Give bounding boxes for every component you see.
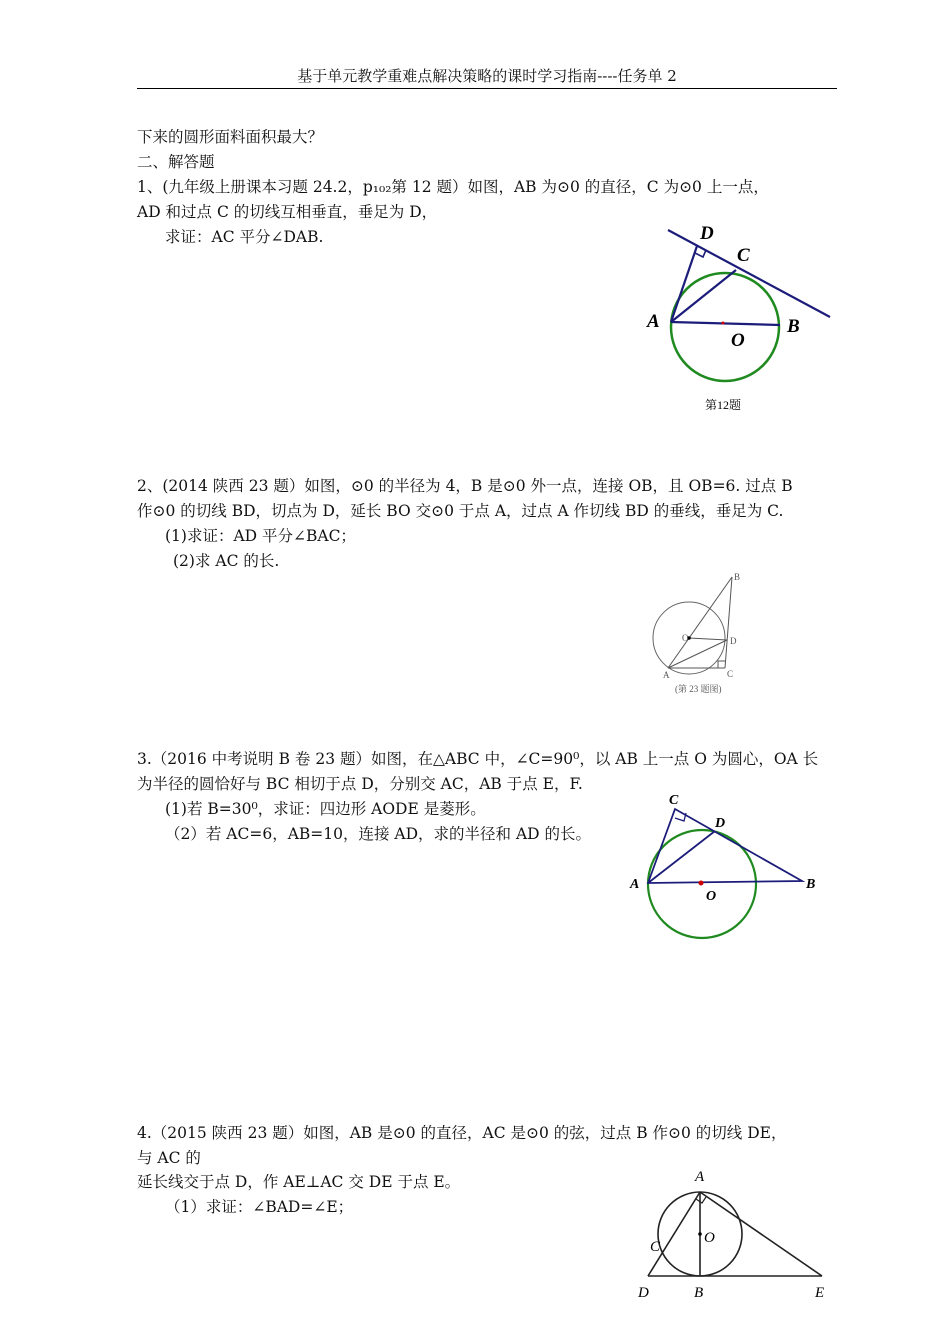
header-rule: [137, 88, 837, 89]
figure-1: [630, 215, 850, 420]
figure-4: [632, 1162, 842, 1344]
problem-4-line-1: 4.（2015 陕西 23 题）如图，AB 是⊙0 的直径，AC 是⊙0 的弦，过点 B 作⊙0 的切线 DE，: [137, 1124, 787, 1142]
figure-4-center-point: [698, 1232, 702, 1236]
figure-2-segment-ab: [668, 577, 732, 668]
figure-2-tangent-bc: [725, 577, 732, 668]
problem-1-line-2: AD 和过点 C 的切线互相垂直，垂足为 D，: [137, 203, 438, 221]
figure-2-caption: (第 23 题图): [675, 684, 722, 694]
figure-2-radius-od: [689, 638, 727, 640]
section-title: 二、解答题: [137, 153, 215, 171]
problem-3-line-1: 3.（2016 中考说明 B 卷 23 题）如图，在△ABC 中，∠C=90⁰，以 AB 上一点 O 为圆心，OA 长: [137, 750, 819, 768]
figure-2-right-angle-mark: [718, 661, 725, 668]
figure-3: [620, 785, 830, 945]
intro-line: 下来的圆形面料面积最大？: [137, 128, 324, 146]
figure-4-label-a: A: [695, 1169, 705, 1185]
figure-1-label-a: A: [647, 311, 660, 332]
figure-3-label-d: D: [715, 816, 726, 831]
figure-2-label-c: C: [727, 669, 734, 679]
problem-4-line-2: 与 AC 的: [137, 1149, 201, 1167]
problem-2-line-3: (1)求证：AD 平分∠BAC；: [165, 527, 356, 545]
figure-4-label-e: E: [815, 1285, 825, 1301]
problem-3-line-2: 为半径的圆恰好与 BC 相切于点 D，分别交 AC，AB 于点 E，F.: [137, 775, 583, 793]
figure-4-label-b: B: [694, 1285, 704, 1301]
figure-1-label-c: C: [737, 245, 750, 266]
figure-1-circle: [671, 273, 779, 381]
figure-4-segment-ad: [648, 1192, 700, 1276]
problem-2-line-4: (2)求 AC 的长.: [173, 552, 280, 570]
figure-2-label-o: O: [682, 633, 689, 643]
figure-1-diameter-ab: [671, 322, 780, 325]
problem-4-line-4: （1）求证：∠BAD=∠E；: [165, 1198, 354, 1216]
figure-1-right-angle-mark: [695, 250, 706, 257]
figure-2-label-b: B: [734, 572, 741, 582]
figure-1-label-b: B: [787, 316, 800, 337]
figure-4-label-d: D: [638, 1285, 649, 1301]
figure-2-label-a: A: [663, 670, 670, 680]
problem-2-line-2: 作⊙0 的切线 BD，切点为 D，延长 BO 交⊙0 于点 A，过点 A 作切线 BD 的垂线，垂足为 C.: [137, 502, 784, 520]
figure-1-label-o: O: [731, 330, 745, 351]
page-header: 基于单元教学重难点解决策略的课时学习指南----任务单 2: [297, 67, 677, 85]
figure-3-center-point: [699, 881, 704, 886]
figure-3-label-o: O: [706, 889, 717, 904]
figure-4-right-angle-mark: [696, 1197, 706, 1203]
problem-1-line-1: 1、(九年级上册课本习题 24.2，p₁₀₂第 12 题）如图，AB 为⊙0 的直径，C 为⊙0 上一点，: [137, 178, 769, 196]
figure-3-label-b: B: [806, 877, 816, 892]
problem-2-line-1: 2、(2014 陕西 23 题）如图，⊙0 的半径为 4，B 是⊙0 外一点，连接 OB，且 OB=6. 过点 B: [137, 477, 793, 495]
figure-3-label-c: C: [669, 793, 679, 808]
figure-1-label-d: D: [700, 223, 714, 244]
figure-4-segment-ae: [700, 1192, 822, 1276]
problem-1-line-3: 求证：AC 平分∠DAB.: [165, 228, 324, 246]
figure-1-center-point: [722, 322, 725, 325]
figure-3-label-a: A: [630, 877, 640, 892]
figure-2: [645, 568, 755, 698]
problem-4-line-3: 延长线交于点 D，作 AE⊥AC 交 DE 于点 E。: [137, 1173, 461, 1191]
figure-2-label-d: D: [730, 636, 737, 646]
figure-4-label-o: O: [704, 1230, 715, 1246]
problem-3-line-4: （2）若 AC=6，AB=10，连接 AD，求的半径和 AD 的长。: [165, 825, 592, 843]
problem-3-line-3: (1)若 B=30⁰，求证：四边形 AODE 是菱形。: [165, 800, 486, 818]
figure-4-label-c: C: [650, 1239, 661, 1255]
figure-1-caption: 第12题: [705, 398, 742, 412]
